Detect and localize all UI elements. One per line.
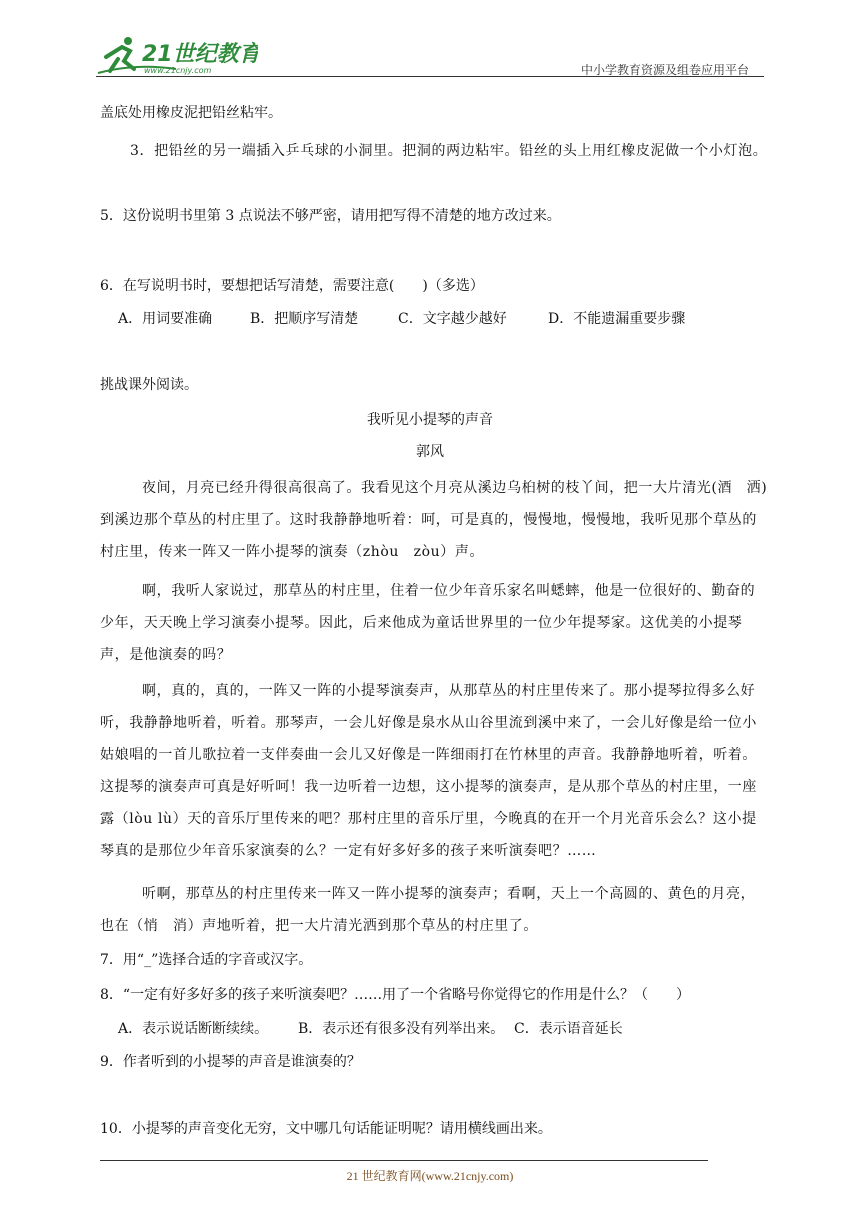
- brand-tagline: 中小学教育资源及组卷应用平台: [581, 63, 750, 77]
- article-paragraph-4: 听啊，那草丛的村庄里传来一阵又一阵小提琴的演奏声；看啊，天上一个高圆的、黄色的月亮，也在（悄 消）声地听着，把一大片清光洒到那个草丛的村庄里了。: [100, 886, 756, 934]
- option-b: B．把顺序写清楚: [250, 311, 359, 327]
- article-paragraph-3: 啊，真的，真的，一阵又一阵的小提琴演奏声，从那草丛的村庄里传来了。那小提琴拉得多么好听，我静静地听着，听着。那琴声，一会儿好像是泉水从山谷里流到溪中来了，一会儿好像是给一位小姑娘唱的一首儿歌拉着一支伴奏曲一会儿又好像是一阵细雨打在竹林里的声音。我静静地听着，听着。这提琴的演奏声可真是好听呵！我一边听着一边想，这小提琴的演奏声，是从那个草丛的村庄里，一座露（lòu lù）天的音乐厅里传来的吧？那村庄里的音乐厅里，今晚真的在开一个月光音乐会么？这小提琴真的是那位少年音乐家演奏的么？一定有好多好多的孩子来听演奏吧？……: [100, 683, 757, 859]
- option-c: C．表示语音延长: [514, 1021, 623, 1037]
- option-c: C．文字越少越好: [398, 311, 507, 327]
- question-8: 8．“一定有好多好多的孩子来听演奏吧？……用了一个省略号你觉得它的作用是什么？（ ）: [100, 987, 691, 1003]
- section-heading: 挑战课外阅读。: [100, 377, 198, 393]
- instruction-step-3: 3．把铅丝的另一端插入乒乓球的小洞里。把洞的两边粘牢。铅丝的头上用红橡皮泥做一个小灯泡。: [130, 143, 768, 159]
- option-a: A．用词要准确: [118, 311, 213, 327]
- option-d: D．不能遗漏重要步骤: [548, 311, 686, 327]
- runner-logo-icon: [96, 35, 258, 77]
- question-8-options: [118, 1019, 623, 1039]
- article-paragraph-1: 夜间，月亮已经升得很高很高了。我看见这个月亮从溪边乌桕树的枝丫间，把一大片清光(酒 洒)到溪边那个草丛的村庄里了。这时我静静地听着：呵，可是真的，慢慢地，慢慢地，我听见那个草丛的村庄里，传来一阵又一阵小提琴的演奏（zhòu zòu）声。: [100, 480, 768, 560]
- text-line: 盖底处用橡皮泥把铅丝粘牢。: [100, 105, 282, 121]
- site-logo: [96, 35, 258, 77]
- article-author: 郭风: [416, 444, 444, 460]
- question-7: 7．用“_”选择合适的字音或汉字。: [100, 952, 313, 968]
- question-6: 6．在写说明书时，要想把话写清楚，需要注意( )（多选）: [100, 278, 484, 294]
- article-paragraph-2: 啊，我听人家说过，那草丛的村庄里，住着一位少年音乐家名叫蟋蟀，他是一位很好的、勤奋的少年，天天晚上学习演奏小提琴。因此，后来他成为童话世界里的一位少年提琴家。这优美的小提琴声，是他演奏的吗？: [100, 583, 756, 663]
- option-a: A．表示说话断断续续。: [118, 1021, 269, 1037]
- option-b: B．表示还有很多没有列举出来。: [298, 1021, 505, 1037]
- question-6-options: [118, 309, 685, 329]
- question-5: 5．这份说明书里第 3 点说法不够严密，请用把写得不清楚的地方改过来。: [100, 208, 561, 224]
- footer-text: 21 世纪教育网(www.21cnjy.com): [346, 1169, 514, 1183]
- article-title: 我听见小提琴的声音: [367, 412, 493, 428]
- logo-text: 21世纪教育: [142, 42, 258, 67]
- logo-url: www.21cnjy.com: [144, 66, 212, 75]
- question-10: 10．小提琴的声音变化无穷，文中哪几句话能证明呢？请用横线画出来。: [100, 1121, 552, 1137]
- question-9: 9．作者听到的小提琴的声音是谁演奏的？: [100, 1054, 361, 1070]
- footer-divider: [100, 1160, 708, 1161]
- header-divider: [96, 76, 764, 77]
